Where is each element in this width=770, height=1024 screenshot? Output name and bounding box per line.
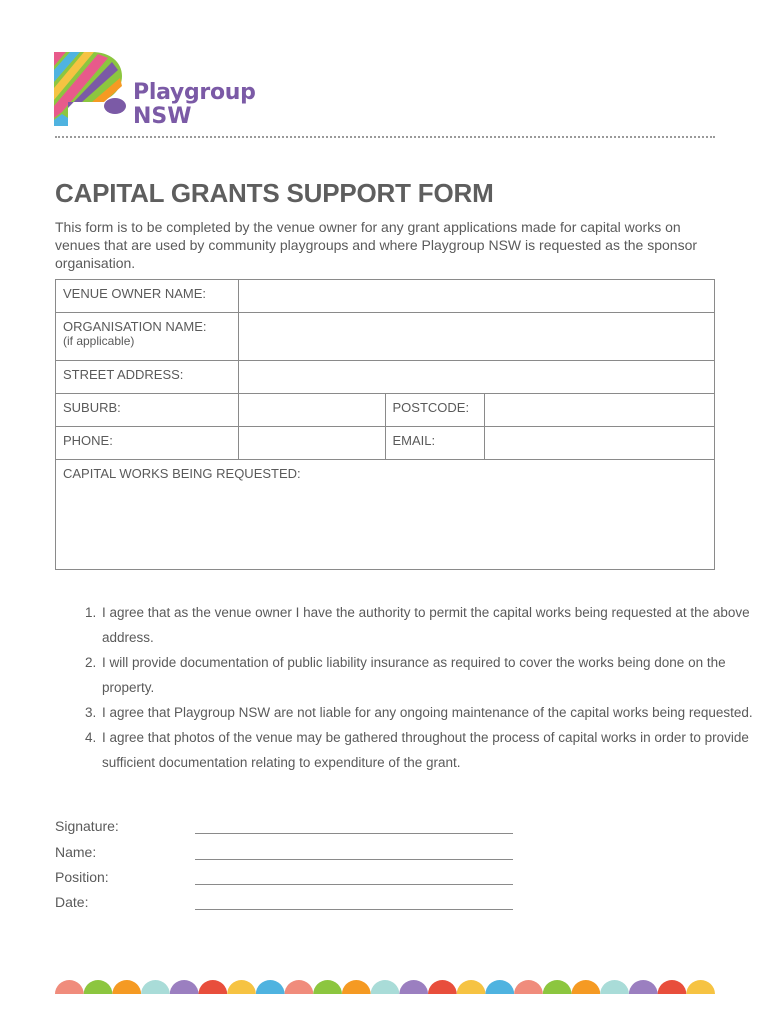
agreement-terms [55, 600, 760, 775]
phone-label: PHONE: [56, 427, 239, 460]
details-table [55, 279, 715, 570]
scallop-shape [399, 980, 428, 994]
scallop-shape [256, 980, 285, 994]
name-line[interactable] [195, 845, 513, 860]
scallop-shape [514, 980, 543, 994]
postcode-field[interactable] [485, 394, 715, 427]
term-item: 2. I will provide documentation of public liability insurance as required to cover the works being done on the property. [100, 650, 760, 700]
scallop-shape [141, 980, 170, 994]
scallop-shape [600, 980, 629, 994]
decorative-scallop-border [55, 980, 715, 994]
phone-field[interactable] [238, 427, 385, 460]
capital-works-field[interactable] [56, 460, 715, 570]
term-item: 3. I agree that Playgroup NSW are not liable for any ongoing maintenance of the capital works being requested. [100, 700, 760, 725]
scallop-shape [572, 980, 601, 994]
scallop-shape [342, 980, 371, 994]
form-intro: This form is to be completed by the venue owner for any grant applications made for capital works on venues that are used by community playgroups and where Playgroup NSW is requested as the sponsor organisation. [55, 219, 698, 271]
scallop-shape [313, 980, 342, 994]
scallop-shape [84, 980, 113, 994]
date-row [55, 894, 513, 910]
email-label: EMAIL: [385, 427, 485, 460]
position-line[interactable] [195, 870, 513, 885]
name-row [55, 844, 513, 860]
street-label: STREET ADDRESS: [56, 361, 239, 394]
postcode-label: POSTCODE: [385, 394, 485, 427]
brand-region: NSW [133, 104, 192, 129]
suburb-label: SUBURB: [56, 394, 239, 427]
term-item: 1. I agree that as the venue owner I have the authority to permit the capital works being requested at the above address. [100, 600, 760, 650]
term-item: 4. I agree that photos of the venue may be gathered throughout the process of capital works in order to provide sufficient documentation relating to expenditure of the grant. [100, 725, 760, 775]
position-row [55, 869, 513, 885]
venue-owner-field[interactable] [238, 280, 714, 313]
date-label: Date: [55, 894, 89, 910]
scallop-shape [543, 980, 572, 994]
scallop-shape [658, 980, 687, 994]
scallop-shape [629, 980, 658, 994]
position-label: Position: [55, 869, 109, 885]
signature-row [55, 818, 513, 834]
brand-name: Playgroup [133, 80, 256, 105]
email-field[interactable] [485, 427, 715, 460]
header-divider [55, 136, 715, 138]
venue-owner-label: VENUE OWNER NAME: [56, 280, 239, 313]
signature-line[interactable] [195, 819, 513, 834]
form-title: CAPITAL GRANTS SUPPORT FORM [55, 178, 494, 208]
logo-p-mark [54, 52, 126, 126]
street-field[interactable] [238, 361, 714, 394]
organisation-label-text: ORGANISATION NAME: [63, 319, 207, 334]
date-line[interactable] [195, 895, 513, 910]
capital-works-label: CAPITAL WORKS BEING REQUESTED: [63, 466, 301, 481]
scallop-shape [198, 980, 227, 994]
name-label: Name: [55, 844, 97, 860]
suburb-field[interactable] [238, 394, 385, 427]
scallop-shape [428, 980, 457, 994]
scallop-shape [227, 980, 256, 994]
scallop-shape [112, 980, 141, 994]
scallop-shape [371, 980, 400, 994]
scallop-shape [285, 980, 314, 994]
scallop-shape [485, 980, 514, 994]
organisation-note: (if applicable) [63, 334, 135, 348]
signature-label: Signature: [55, 818, 119, 834]
scallop-shape [170, 980, 199, 994]
organisation-label [56, 313, 239, 361]
organisation-field[interactable] [238, 313, 714, 361]
scallop-shape [55, 980, 84, 994]
scallop-shape [457, 980, 486, 994]
scallop-shape [686, 980, 715, 994]
